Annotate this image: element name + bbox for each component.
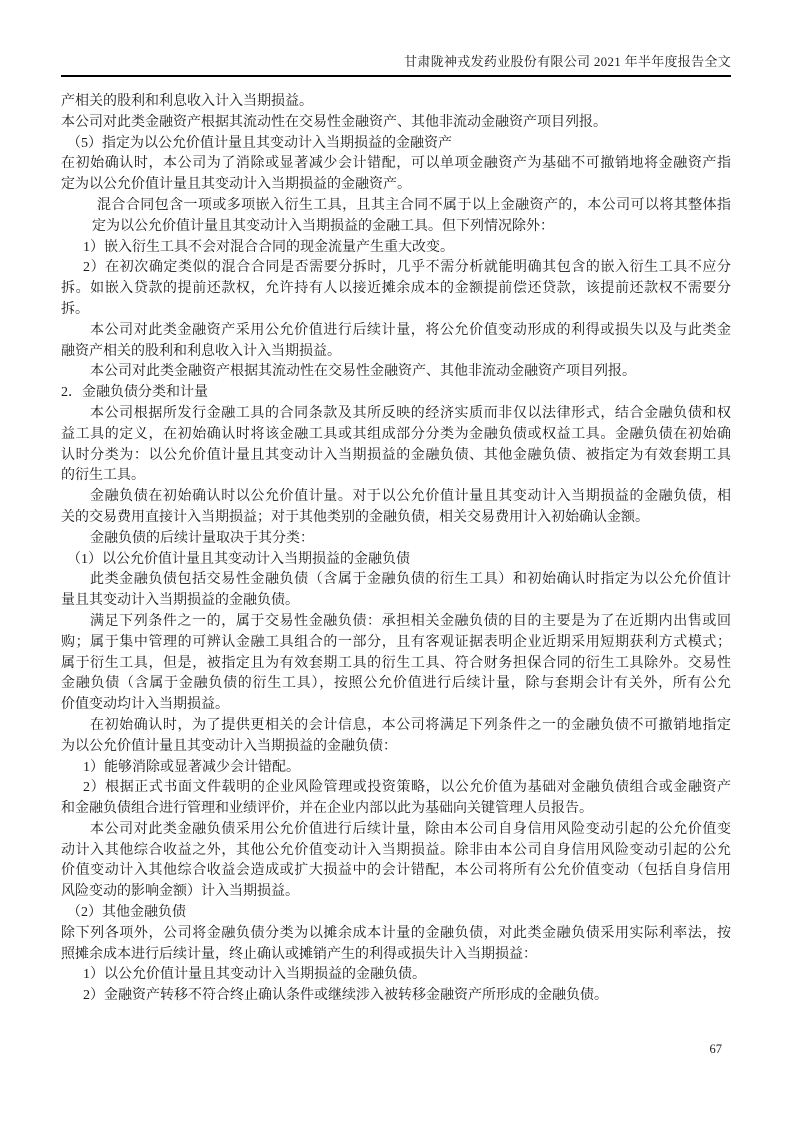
text-line: 定为以公允价值计量且其变动计入当期损益的金融资产。	[61, 177, 411, 193]
subsection-heading: （1）以公允价值计量且其变动计入当期损益的金融负债	[67, 551, 410, 567]
text-line: 益工具的定义，在初始确认时将该金融工具或其组成部分分类为金融负债或权益工具。金融负债在初始确	[61, 426, 731, 442]
text-line: 为以公允价值计量且其变动计入当期损益的金融负债：	[61, 738, 397, 754]
text-line: 在初始确认时，本公司为了消除或显著减少会计错配，可以单项金融资产为基础不可撤销地将金融资产指	[61, 156, 731, 172]
text-line: 照摊余成本进行后续计量，终止确认或摊销产生的利得或损失计入当期损益：	[61, 946, 537, 962]
subsection-heading: （2）其他金融负债	[67, 905, 186, 921]
text-line: 风险变动的影响金额）计入当期损益。	[61, 884, 299, 900]
text-line: 购；属于集中管理的可辨认金融工具组合的一部分，且有客观证据表明企业近期采用短期获利方式模式；	[61, 634, 731, 650]
list-item: 1）能够消除或显著减少会计错配。	[83, 759, 300, 775]
text-line: 属于衍生工具，但是，被指定且为有效套期工具的衍生工具、符合财务担保合同的衍生工具除外。交易性	[61, 655, 731, 671]
page-header	[61, 53, 731, 77]
list-item: 1）以公允价值计量且其变动计入当期损益的金融负债。	[83, 967, 426, 983]
document-body	[61, 92, 731, 1007]
page-number: 67	[709, 1042, 722, 1056]
header-title: 甘肃陇神戎发药业股份有限公司 2021 年半年度报告全文	[404, 54, 731, 69]
text-line: 2）在初次确定类似的混合合同是否需要分拆时，几乎不需分析就能明确其包含的嵌入衍生工具不应分	[83, 260, 731, 276]
text-line: 拆。	[61, 301, 89, 317]
text-line: 本公司对此类金融资产采用公允价值进行后续计量，将公允价值变动形成的利得或损失以及与此类金	[90, 322, 731, 338]
text-line: 本公司对此类金融资产根据其流动性在交易性金融资产、其他非流动金融资产项目列报。	[61, 114, 607, 130]
text-line: 本公司对此类金融资产根据其流动性在交易性金融资产、其他非流动金融资产项目列报。	[90, 364, 636, 380]
text-line: 1）嵌入衍生工具不会对混合合同的现金流量产生重大改变。	[83, 239, 454, 255]
text-line: 本公司根据所发行金融工具的合同条款及其所反映的经济实质而非仅以法律形式，结合金融负债和权	[90, 405, 731, 421]
text-line: （5）指定为以公允价值计量且其变动计入当期损益的金融资产	[67, 135, 452, 151]
text-line: 本公司对此类金融负债采用公允价值进行后续计量，除由本公司自身信用风险变动引起的公允价值变	[90, 821, 731, 837]
list-item: 2）金融资产转移不符合终止确认条件或继续涉入被转移金融资产所形成的金融负债。	[83, 988, 608, 1004]
text-line: 的衍生工具。	[61, 468, 145, 484]
list-item: 2）根据正式书面文件载明的企业风险管理或投资策略，以公允价值为基础对金融负债组合或金融资产	[83, 780, 731, 796]
text-line: 量且其变动计入当期损益的金融负债。	[61, 593, 299, 609]
text-line: 满足下列条件之一的，属于交易性金融负债：承担相关金融负债的目的主要是为了在近期内出售或回	[90, 613, 731, 629]
text-line: 金融负债在初始确认时以公允价值计量。对于以公允价值计量且其变动计入当期损益的金融负债，相	[90, 489, 731, 505]
text-line: 产相关的股利和利息收入计入当期损益。	[61, 94, 313, 109]
text-line: 金融负债（含属于金融负债的衍生工具），按照公允价值进行后续计量，除与套期会计有关外，所有公允	[61, 676, 731, 692]
text-line: 在初始确认时，为了提供更相关的会计信息，本公司将满足下列条件之一的金融负债不可撤销地指定	[90, 717, 731, 733]
text-line: 融资产相关的股利和利息收入计入当期损益。	[61, 343, 341, 359]
text-line: 混合合同包含一项或多项嵌入衍生工具，且其主合同不属于以上金融资产的，本公司可以将其整体指	[97, 197, 731, 213]
text-line: 关的交易费用直接计入当期损益；对于其他类别的金融负债，相关交易费用计入初始确认金额。	[61, 509, 649, 525]
text-line: 认时分类为：以公允价值计量且其变动计入当期损益的金融负债、其他金融负债、被指定为有效套期工具	[61, 447, 731, 463]
text-line: 定为以公允价值计量且其变动计入当期损益的金融工具。但下列情况除外：	[92, 218, 554, 234]
section-heading: 2．金融负债分类和计量	[61, 385, 208, 401]
text-line: 金融负债的后续计量取决于其分类：	[90, 530, 314, 546]
text-line: 动计入其他综合收益之外，其他公允价值变动计入当期损益。除非由本公司自身信用风险变动引起的公允	[61, 842, 731, 858]
text-line: 拆。如嵌入贷款的提前还款权，允许持有人以接近摊余成本的金额提前偿还贷款，该提前还款权不需要分	[61, 281, 731, 297]
text-line: 和金融负债组合进行管理和业绩评价，并在企业内部以此为基础向关键管理人员报告。	[61, 801, 593, 817]
text-line: 价值变动计入其他综合收益会造成或扩大损益中的会计错配，本公司将所有公允价值变动（包括自身信用	[61, 863, 731, 879]
text-line: 价值变动均计入当期损益。	[61, 697, 229, 713]
text-line: 除下列各项外，公司将金融负债分类为以摊余成本计量的金融负债，对此类金融负债采用实际利率法，按	[61, 925, 731, 941]
text-line: 此类金融负债包括交易性金融负债（含属于金融负债的衍生工具）和初始确认时指定为以公允价值计	[90, 572, 731, 588]
